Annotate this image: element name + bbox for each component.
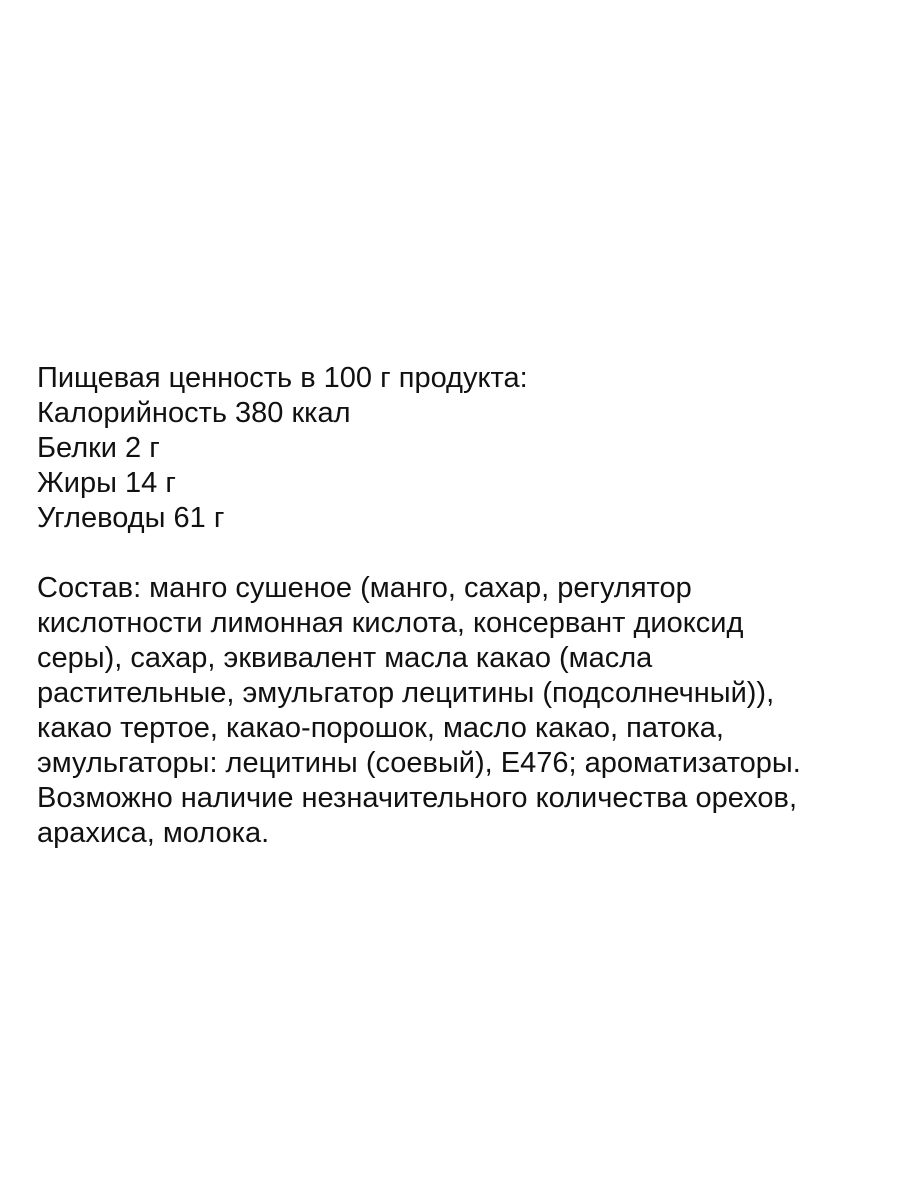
ingredients-line: эмульгаторы: лецитины (соевый), Е476; ароматизаторы. (37, 747, 801, 779)
ingredients-line: растительные, эмульгатор лецитины (подсолнечный)), (37, 677, 775, 709)
fat-line: Жиры 14 г (37, 467, 176, 499)
ingredients-line: арахиса, молока. (37, 817, 270, 849)
ingredients-line: серы), сахар, эквивалент масла какао (масла (37, 642, 653, 674)
ingredients-text (37, 571, 877, 851)
ingredients-line: Возможно наличие незначительного количества орехов, (37, 782, 798, 814)
product-info (37, 361, 877, 851)
calories-line: Калорийность 380 ккал (37, 397, 351, 429)
nutrition-heading: Пищевая ценность в 100 г продукта: (37, 362, 528, 394)
carbs-line: Углеводы 61 г (37, 502, 225, 534)
ingredients-line: Состав: манго сушеное (манго, сахар, регулятор (37, 572, 692, 604)
ingredients-line: кислотности лимонная кислота, консервант диоксид (37, 607, 744, 639)
ingredients-line: какао тертое, какао-порошок, масло какао, патока, (37, 712, 724, 744)
nutrition-facts (37, 361, 877, 536)
protein-line: Белки 2 г (37, 432, 160, 464)
